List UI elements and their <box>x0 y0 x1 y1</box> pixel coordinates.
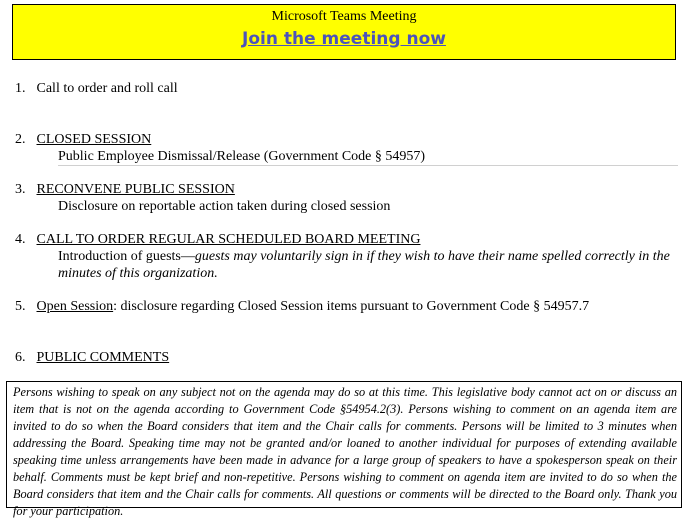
join-meeting-link[interactable]: Join the meeting now <box>242 29 446 49</box>
agenda-item-6 <box>15 349 169 367</box>
agenda-suffix: : disclosure regarding Closed Session items pursuant to Government Code § 54957.7 <box>113 299 590 314</box>
agenda-item-5 <box>15 298 589 316</box>
banner-title: Microsoft Teams Meeting <box>271 9 417 24</box>
agenda-number: 1. <box>15 81 26 96</box>
detail-italic: guests may voluntarily sign in if they wish to have their name spelled correctly in the <box>194 249 670 264</box>
agenda-title: Call to order and roll call <box>36 81 178 96</box>
public-comments-notice: Persons wishing to speak on any subject not on the agenda may do so at this time. This legislative body cannot act on or discuss an item that is not on the agenda according to Government Code §54954.2(3). Persons wishing to comment on an agenda item are invited to do so when the Board considers that item and the Chair calls for comments. Persons will be limited to 3 minutes when addressing the Board. Speaking time may not be granted and/or loaned to another individual for purposes of extending available speaking time unless arrangements have been made in advance for a large group of speakers to have a spokesperson speak on their behalf. Comments must be kept brief and non-repetitive. Persons wishing to comment on agenda item are invited to do so when the Board considers that item and the Chair calls for comments. All questions or comments will be directed to the Board only. Thank you for your participation. <box>6 381 682 508</box>
agenda-number: 6. <box>15 350 26 365</box>
agenda-item-2 <box>15 131 151 149</box>
teams-meeting-banner <box>12 4 676 60</box>
agenda-item-4 <box>15 231 420 249</box>
agenda-title: PUBLIC COMMENTS <box>36 350 170 365</box>
agenda-title: Open Session <box>36 299 114 314</box>
divider <box>58 165 678 166</box>
agenda-title: RECONVENE PUBLIC SESSION <box>36 182 235 197</box>
detail-title: Public Employee Dismissal/Release <box>58 149 261 164</box>
agenda-item-3-detail: Disclosure on reportable action taken during closed session <box>58 199 391 214</box>
agenda-number: 5. <box>15 299 26 314</box>
agenda-item-1 <box>15 80 178 98</box>
agenda-number: 4. <box>15 232 26 247</box>
agenda-item-4-detail <box>58 248 688 266</box>
agenda-number: 2. <box>15 132 26 147</box>
agenda-item-4-detail-cont <box>58 265 218 283</box>
agenda-number: 3. <box>15 182 26 197</box>
detail-reference: (Government Code § 54957) <box>260 149 426 164</box>
detail-italic-cont: minutes of this organization. <box>58 266 218 281</box>
agenda-item-2-detail <box>58 148 425 166</box>
agenda-title: CLOSED SESSION <box>36 132 152 147</box>
detail-lead: Introduction of guests— <box>58 249 195 264</box>
agenda-item-3 <box>15 181 235 199</box>
agenda-title: CALL TO ORDER REGULAR SCHEDULED BOARD MEETING <box>36 232 421 247</box>
